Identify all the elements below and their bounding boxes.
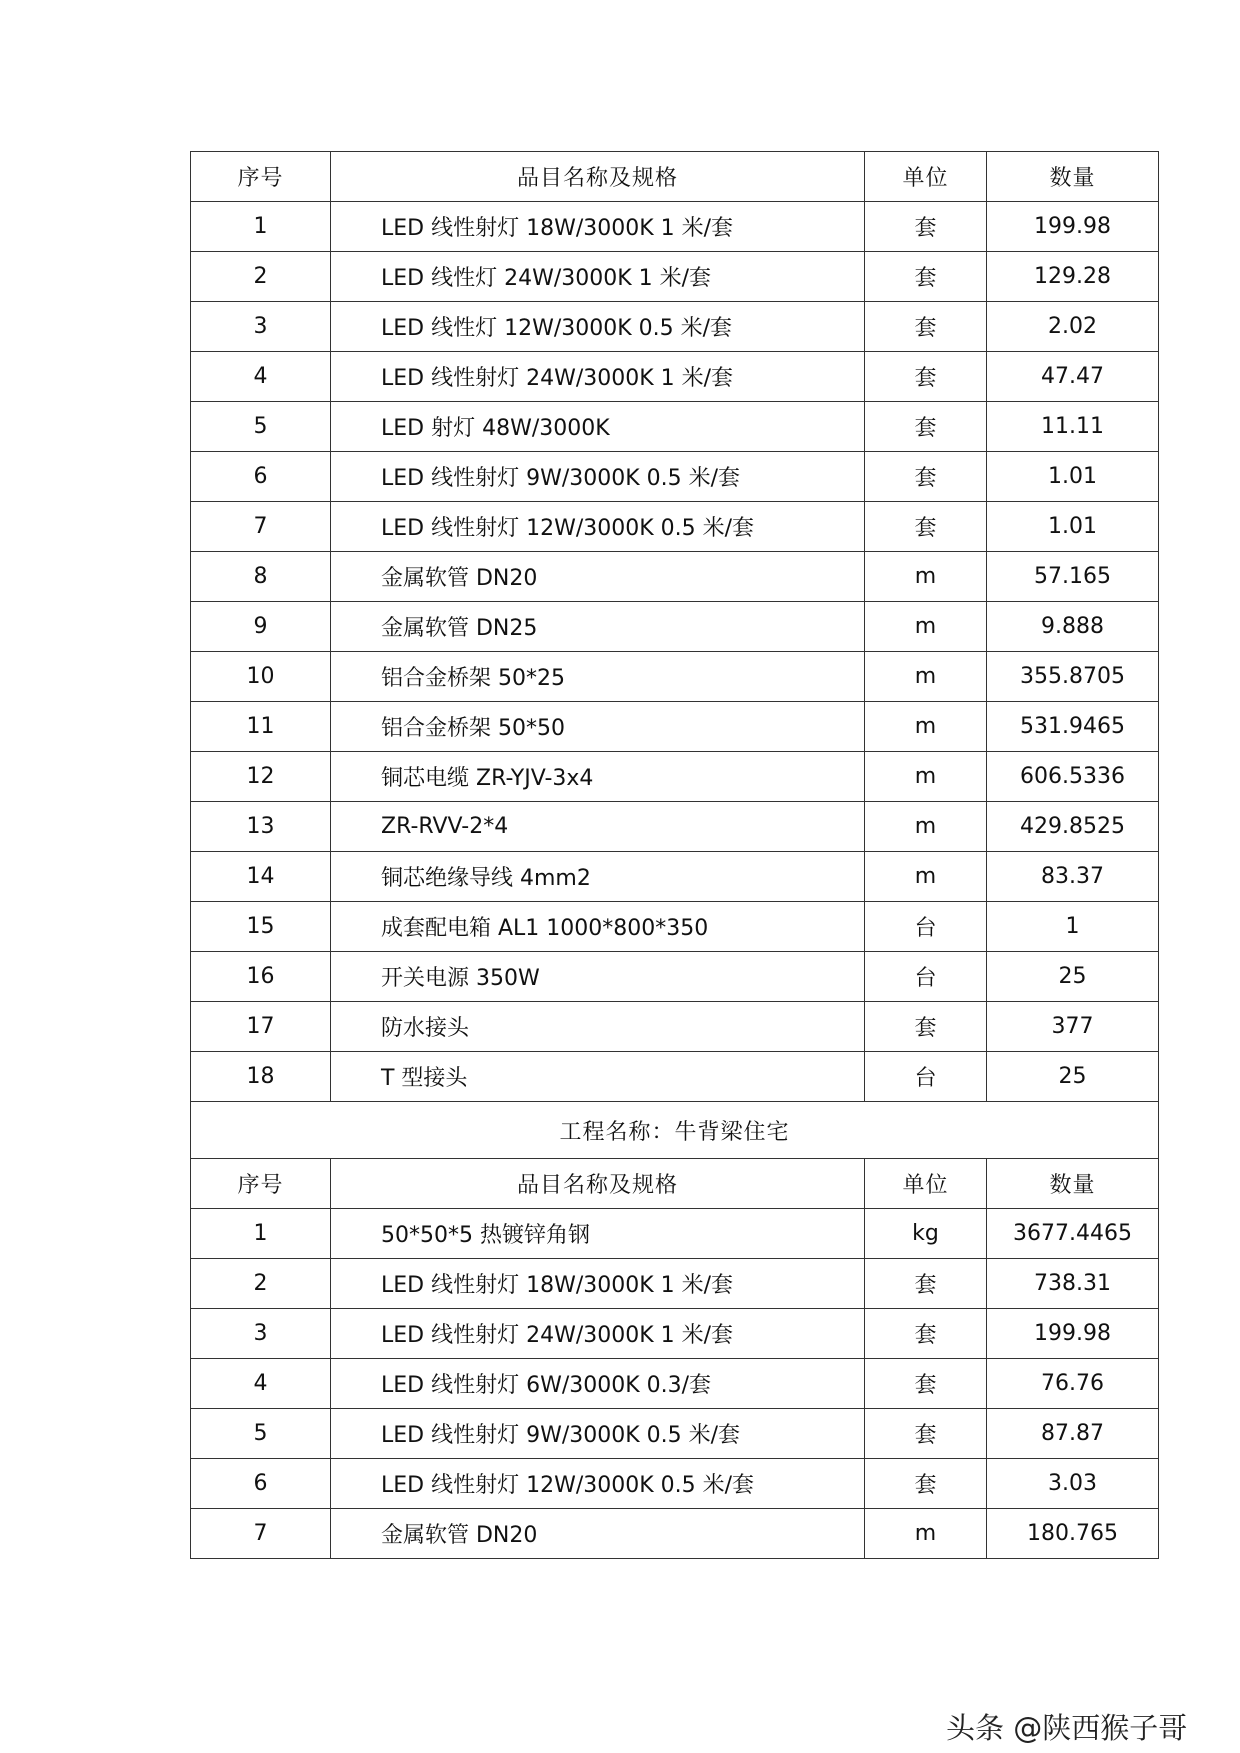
table1-row bbox=[191, 1052, 1159, 1102]
cell-qty: 199.98 bbox=[987, 202, 1159, 252]
cell-index: 6 bbox=[191, 452, 331, 502]
cell-qty: 25 bbox=[987, 1052, 1159, 1102]
table1-row bbox=[191, 252, 1159, 302]
header-unit: 单位 bbox=[865, 152, 987, 202]
cell-qty: 606.5336 bbox=[987, 752, 1159, 802]
table1-row bbox=[191, 302, 1159, 352]
table1-row bbox=[191, 452, 1159, 502]
cell-unit: 套 bbox=[865, 1359, 987, 1409]
table1-row bbox=[191, 702, 1159, 752]
cell-qty: 2.02 bbox=[987, 302, 1159, 352]
cell-qty: 180.765 bbox=[987, 1509, 1159, 1559]
table2-row bbox=[191, 1509, 1159, 1559]
cell-qty: 1.01 bbox=[987, 452, 1159, 502]
cell-name: LED 线性射灯 24W/3000K 1 米/套 bbox=[331, 352, 865, 402]
cell-unit: m bbox=[865, 852, 987, 902]
table2-row bbox=[191, 1359, 1159, 1409]
cell-qty: 11.11 bbox=[987, 402, 1159, 452]
cell-unit: 套 bbox=[865, 352, 987, 402]
cell-name: 铜芯绝缘导线 4mm2 bbox=[331, 852, 865, 902]
watermark-text: 头条 @陕西猴子哥 bbox=[946, 1711, 1188, 1745]
header-name: 品目名称及规格 bbox=[331, 152, 865, 202]
cell-qty: 129.28 bbox=[987, 252, 1159, 302]
header-qty: 数量 bbox=[987, 152, 1159, 202]
cell-name: 金属软管 DN25 bbox=[331, 602, 865, 652]
cell-qty: 25 bbox=[987, 952, 1159, 1002]
table1-row bbox=[191, 902, 1159, 952]
header-index: 序号 bbox=[191, 152, 331, 202]
header-qty: 数量 bbox=[987, 1159, 1159, 1209]
table2-row bbox=[191, 1409, 1159, 1459]
cell-name: 铜芯电缆 ZR-YJV-3x4 bbox=[331, 752, 865, 802]
cell-index: 12 bbox=[191, 752, 331, 802]
cell-unit: m bbox=[865, 652, 987, 702]
cell-name: LED 线性射灯 9W/3000K 0.5 米/套 bbox=[331, 1409, 865, 1459]
cell-qty: 199.98 bbox=[987, 1309, 1159, 1359]
cell-index: 11 bbox=[191, 702, 331, 752]
table2-row bbox=[191, 1209, 1159, 1259]
table1-row bbox=[191, 352, 1159, 402]
cell-qty: 355.8705 bbox=[987, 652, 1159, 702]
cell-unit: 套 bbox=[865, 452, 987, 502]
cell-unit: 套 bbox=[865, 1259, 987, 1309]
cell-qty: 1.01 bbox=[987, 502, 1159, 552]
cell-unit: 套 bbox=[865, 1309, 987, 1359]
cell-name: LED 线性灯 24W/3000K 1 米/套 bbox=[331, 252, 865, 302]
table2-row bbox=[191, 1459, 1159, 1509]
cell-unit: 台 bbox=[865, 902, 987, 952]
cell-qty: 3.03 bbox=[987, 1459, 1159, 1509]
cell-unit: 套 bbox=[865, 1409, 987, 1459]
header-name: 品目名称及规格 bbox=[331, 1159, 865, 1209]
header-unit: 单位 bbox=[865, 1159, 987, 1209]
cell-name: LED 线性射灯 12W/3000K 0.5 米/套 bbox=[331, 1459, 865, 1509]
cell-unit: m bbox=[865, 702, 987, 752]
cell-qty: 429.8525 bbox=[987, 802, 1159, 852]
cell-index: 3 bbox=[191, 302, 331, 352]
table1-row bbox=[191, 752, 1159, 802]
cell-index: 4 bbox=[191, 352, 331, 402]
table1-row bbox=[191, 552, 1159, 602]
table1-row bbox=[191, 602, 1159, 652]
cell-unit: 套 bbox=[865, 202, 987, 252]
cell-unit: m bbox=[865, 802, 987, 852]
cell-qty: 76.76 bbox=[987, 1359, 1159, 1409]
cell-qty: 1 bbox=[987, 902, 1159, 952]
materials-table bbox=[190, 151, 1159, 1559]
cell-name: 成套配电箱 AL1 1000*800*350 bbox=[331, 902, 865, 952]
cell-qty: 47.47 bbox=[987, 352, 1159, 402]
cell-name: 铝合金桥架 50*50 bbox=[331, 702, 865, 752]
cell-name: 50*50*5 热镀锌角钢 bbox=[331, 1209, 865, 1259]
cell-index: 13 bbox=[191, 802, 331, 852]
cell-index: 10 bbox=[191, 652, 331, 702]
cell-qty: 83.37 bbox=[987, 852, 1159, 902]
cell-index: 7 bbox=[191, 502, 331, 552]
cell-index: 2 bbox=[191, 252, 331, 302]
table1-row bbox=[191, 402, 1159, 452]
cell-index: 14 bbox=[191, 852, 331, 902]
cell-index: 15 bbox=[191, 902, 331, 952]
cell-name: LED 线性射灯 24W/3000K 1 米/套 bbox=[331, 1309, 865, 1359]
table1-row bbox=[191, 652, 1159, 702]
table1-row bbox=[191, 502, 1159, 552]
cell-name: LED 线性灯 12W/3000K 0.5 米/套 bbox=[331, 302, 865, 352]
cell-unit: 台 bbox=[865, 952, 987, 1002]
cell-unit: kg bbox=[865, 1209, 987, 1259]
table1-row bbox=[191, 202, 1159, 252]
cell-unit: 套 bbox=[865, 1002, 987, 1052]
cell-index: 1 bbox=[191, 1209, 331, 1259]
cell-index: 3 bbox=[191, 1309, 331, 1359]
cell-unit: m bbox=[865, 552, 987, 602]
document-page bbox=[190, 151, 1158, 1559]
cell-index: 2 bbox=[191, 1259, 331, 1309]
table2-row bbox=[191, 1309, 1159, 1359]
cell-index: 9 bbox=[191, 602, 331, 652]
cell-index: 5 bbox=[191, 402, 331, 452]
cell-name: LED 线性射灯 12W/3000K 0.5 米/套 bbox=[331, 502, 865, 552]
section-title-row bbox=[191, 1102, 1159, 1159]
cell-unit: 套 bbox=[865, 252, 987, 302]
cell-unit: m bbox=[865, 1509, 987, 1559]
cell-name: 铝合金桥架 50*25 bbox=[331, 652, 865, 702]
cell-qty: 377 bbox=[987, 1002, 1159, 1052]
cell-index: 8 bbox=[191, 552, 331, 602]
cell-index: 16 bbox=[191, 952, 331, 1002]
cell-qty: 3677.4465 bbox=[987, 1209, 1159, 1259]
cell-name: T 型接头 bbox=[331, 1052, 865, 1102]
cell-name: LED 线性射灯 9W/3000K 0.5 米/套 bbox=[331, 452, 865, 502]
cell-unit: 套 bbox=[865, 502, 987, 552]
header-index: 序号 bbox=[191, 1159, 331, 1209]
cell-name: ZR-RVV-2*4 bbox=[331, 802, 865, 852]
cell-index: 6 bbox=[191, 1459, 331, 1509]
cell-unit: 套 bbox=[865, 302, 987, 352]
table1-row bbox=[191, 1002, 1159, 1052]
cell-qty: 531.9465 bbox=[987, 702, 1159, 752]
cell-index: 5 bbox=[191, 1409, 331, 1459]
table1-row bbox=[191, 802, 1159, 852]
cell-name: 金属软管 DN20 bbox=[331, 1509, 865, 1559]
cell-unit: 台 bbox=[865, 1052, 987, 1102]
cell-name: LED 线性射灯 18W/3000K 1 米/套 bbox=[331, 202, 865, 252]
cell-qty: 9.888 bbox=[987, 602, 1159, 652]
cell-unit: m bbox=[865, 602, 987, 652]
cell-name: 开关电源 350W bbox=[331, 952, 865, 1002]
cell-index: 1 bbox=[191, 202, 331, 252]
cell-qty: 57.165 bbox=[987, 552, 1159, 602]
table2-row bbox=[191, 1259, 1159, 1309]
table-header-row bbox=[191, 152, 1159, 202]
table-header-row bbox=[191, 1159, 1159, 1209]
cell-name: 金属软管 DN20 bbox=[331, 552, 865, 602]
table1-row bbox=[191, 952, 1159, 1002]
cell-name: LED 线性射灯 6W/3000K 0.3/套 bbox=[331, 1359, 865, 1409]
cell-unit: 套 bbox=[865, 402, 987, 452]
cell-qty: 738.31 bbox=[987, 1259, 1159, 1309]
table1-row bbox=[191, 852, 1159, 902]
cell-index: 7 bbox=[191, 1509, 331, 1559]
cell-index: 18 bbox=[191, 1052, 331, 1102]
cell-unit: 套 bbox=[865, 1459, 987, 1509]
cell-index: 4 bbox=[191, 1359, 331, 1409]
cell-qty: 87.87 bbox=[987, 1409, 1159, 1459]
section-title: 工程名称：牛背梁住宅 bbox=[191, 1102, 1159, 1159]
cell-name: 防水接头 bbox=[331, 1002, 865, 1052]
cell-unit: m bbox=[865, 752, 987, 802]
cell-index: 17 bbox=[191, 1002, 331, 1052]
cell-name: LED 线性射灯 18W/3000K 1 米/套 bbox=[331, 1259, 865, 1309]
cell-name: LED 射灯 48W/3000K bbox=[331, 402, 865, 452]
